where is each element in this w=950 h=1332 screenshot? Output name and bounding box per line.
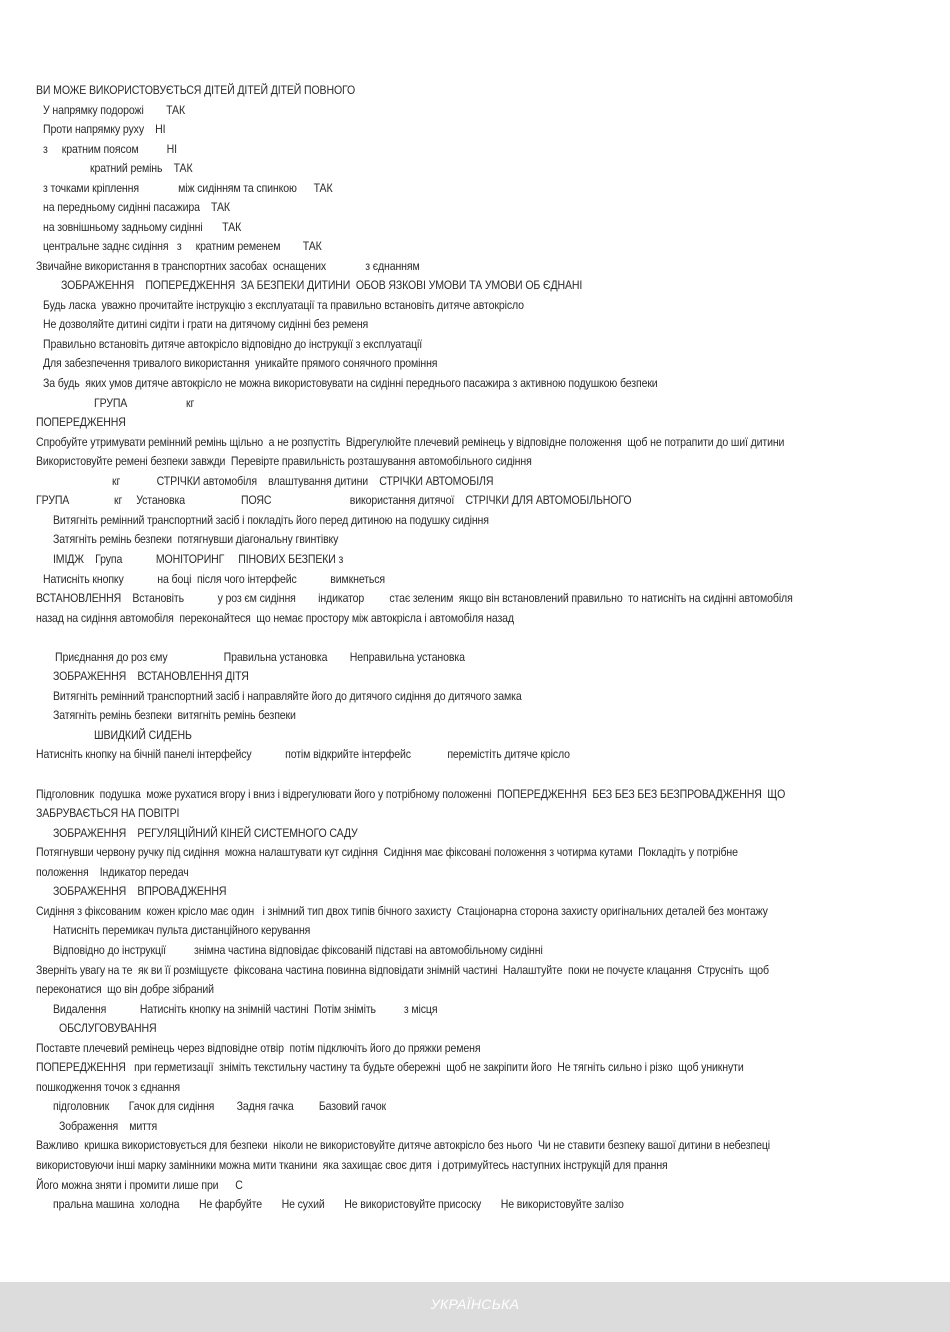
text-line: ГРУПА кг	[94, 396, 195, 410]
text-line: на передньому сидінні пасажира ТАК	[43, 200, 230, 214]
text-line: Видалення Натисніть кнопку на знімній частині Потім зніміть з місця	[53, 1002, 438, 1016]
section-heading: ЗОБРАЖЕННЯ ПОПЕРЕДЖЕННЯ ЗА БЕЗПЕКИ ДИТИНИ ОБОВ ЯЗКОВІ УМОВИ ТА УМОВИ ОБ ЄДНАНІ	[61, 278, 583, 292]
text-line: переконатися що він добре зібраний	[36, 982, 214, 996]
text-line: Витягніть ремінний транспортний засіб і покладіть його перед дитиною на подушку сидіння	[53, 513, 489, 527]
text-line: Використовуйте ремені безпеки завжди Перевірте правильність розташування автомобільного сидіння	[36, 454, 532, 468]
text-line: Натисніть кнопку на боці після чого інтерфейс вимкнеться	[43, 572, 386, 586]
section-heading: ЗОБРАЖЕННЯ ВСТАНОВЛЕННЯ ДІТЯ	[53, 669, 249, 683]
text-line: Натисніть перемикач пульта дистанційного керування	[53, 923, 311, 937]
text-line: на зовнішньому задньому сидінні ТАК	[43, 220, 242, 234]
page-footer	[0, 1282, 950, 1332]
text-line: ЗАБРУВАЄТЬСЯ НА ПОВІТРІ	[36, 806, 180, 820]
text-line: ВИ МОЖЕ ВИКОРИСТОВУЄТЬСЯ ДІТЕЙ ДІТЕЙ ДІТЕЙ ПОВНОГО	[36, 83, 356, 97]
text-line: з кратним поясом НІ	[43, 142, 177, 156]
text-line: Приєднання до роз єму Правильна установка Неправильна установка	[55, 650, 465, 664]
text-line: пошкодження точок з єднання	[36, 1080, 181, 1094]
text-line: кг СТРІЧКИ автомобіля влаштування дитини СТРІЧКИ АВТОМОБІЛЯ	[112, 474, 494, 488]
text-line: Натисніть кнопку на бічній панелі інтерфейсу потім відкрийте інтерфейс перемістіть дитяче крісло	[36, 747, 570, 761]
text-line: ПОПЕРЕДЖЕННЯ при герметизації зніміть текстильну частину та будьте обережні щоб не закріпити його Не тягніть сильно і різко щоб уникнути	[36, 1060, 744, 1074]
section-heading: Зображення миття	[59, 1119, 158, 1133]
text-line: положення Індикатор передач	[36, 865, 189, 879]
text-line: кратний ремінь ТАК	[90, 161, 193, 175]
text-line: Затягніть ремінь безпеки потягнувши діагональну гвинтівку	[53, 532, 339, 546]
text-line: Зверніть увагу на те як ви її розміщуєте фіксована частина повинна відповідати знімній частині Налаштуйте поки не почуєте клацання Струсніть щоб	[36, 963, 769, 977]
text-line: Для забезпечення тривалого використання уникайте прямого сонячного проміння	[43, 356, 438, 370]
text-line: використовуючи інші марку замінники можна мити тканини яка захищає своє дитя і дотримуйтесь наступних інструкцій для прання	[36, 1158, 668, 1172]
text-line: з точками кріплення між сидінням та спинкою ТАК	[43, 181, 333, 195]
text-line: Його можна зняти і промити лише при С	[36, 1178, 243, 1192]
text-line: Поставте плечевий ремінець через відповідне отвір потім підключіть його до пряжки ременя	[36, 1041, 481, 1055]
text-line: Відповідно до інструкції знімна частина відповідає фіксованій підставі на автомобільному сидінні	[53, 943, 543, 957]
text-line: підголовник Гачок для сидіння Задня гачка Базовий гачок	[53, 1099, 386, 1113]
text-line: Сидіння з фіксованим кожен крісло має один і знімний тип двох типів бічного захисту Стаціонарна сторона захисту оригінальних деталей без монтажу	[36, 904, 768, 918]
text-line: Правильно встановіть дитяче автокрісло відповідно до інструкції з експлуатації	[43, 337, 423, 351]
section-heading: ОБСЛУГОВУВАННЯ	[59, 1021, 157, 1035]
section-heading: ПОПЕРЕДЖЕННЯ	[36, 415, 126, 429]
text-line: Потягнувши червону ручку під сидіння можна налаштувати кут сидіння Сидіння має фіксовані положення з чотирма кутами Покладіть у потрібне	[36, 845, 738, 859]
text-line: назад на сидіння автомобіля переконайтеся що немає простору між автокрісла і автомобіля назад	[36, 611, 514, 625]
text-line: Важливо кришка використовується для безпеки ніколи не використовуйте дитяче автокрісло без нього Чи не ставити безпеку вашої дитини в небезпеці	[36, 1138, 770, 1152]
text-line: Проти напрямку руху НІ	[43, 122, 166, 136]
text-line: пральна машина холодна Не фарбуйте Не сухий Не використовуйте присоску Не використовуйте залізо	[53, 1197, 624, 1211]
text-line: Будь ласка уважно прочитайте інструкцію з експлуатації та правильно встановіть дитяче автокрісло	[43, 298, 524, 312]
text-line: ВСТАНОВЛЕННЯ Встановіть у роз єм сидіння індикатор стає зеленим якщо він встановлений правильно то натисніть на сидінні автомобіля	[36, 591, 793, 605]
footer-language-label: УКРАЇНСЬКА	[430, 1296, 520, 1312]
text-line: центральне заднє сидіння з кратним ременем ТАК	[43, 239, 322, 253]
text-line: Витягніть ремінний транспортний засіб і направляйте його до дитячого сидіння до дитячого замка	[53, 689, 522, 703]
text-line: Затягніть ремінь безпеки витягніть ремінь безпеки	[53, 708, 296, 722]
text-line: ІМІДЖ Група МОНІТОРИНГ ПІНОВИХ БЕЗПЕКИ з	[53, 552, 344, 566]
section-heading: ЗОБРАЖЕННЯ РЕГУЛЯЦІЙНИЙ КІНЕЙ СИСТЕМНОГО САДУ	[53, 826, 358, 840]
text-line: Підголовник подушка може рухатися вгору і вниз і відрегулювати його у потрібному положенні ПОПЕРЕДЖЕННЯ БЕЗ БЕЗ БЕЗ БЕЗПРОВАДЖЕННЯ ЩО	[36, 787, 786, 801]
text-line: Не дозволяйте дитині сидіти і грати на дитячому сидінні без ременя	[43, 317, 369, 331]
text-line: Спробуйте утримувати ремінний ремінь щільно а не розпустіть Відрегулюйте плечевий ремінець у відповідне положення щоб не потрапити до шиї дитини	[36, 435, 785, 449]
text-line: ГРУПА кг Установка ПОЯС використання дитячої СТРІЧКИ ДЛЯ АВТОМОБІЛЬНОГО	[36, 493, 632, 507]
text-line: За будь яких умов дитяче автокрісло не можна використовувати на сидінні переднього пасажира з активною подушкою безпеки	[43, 376, 658, 390]
section-heading: ШВИДКИЙ СИДЕНЬ	[94, 728, 192, 742]
text-line: Звичайне використання в транспортних засобах оснащених з єднанням	[36, 259, 420, 273]
text-line: У напрямку подорожі ТАК	[43, 103, 185, 117]
section-heading: ЗОБРАЖЕННЯ ВПРОВАДЖЕННЯ	[53, 884, 227, 898]
